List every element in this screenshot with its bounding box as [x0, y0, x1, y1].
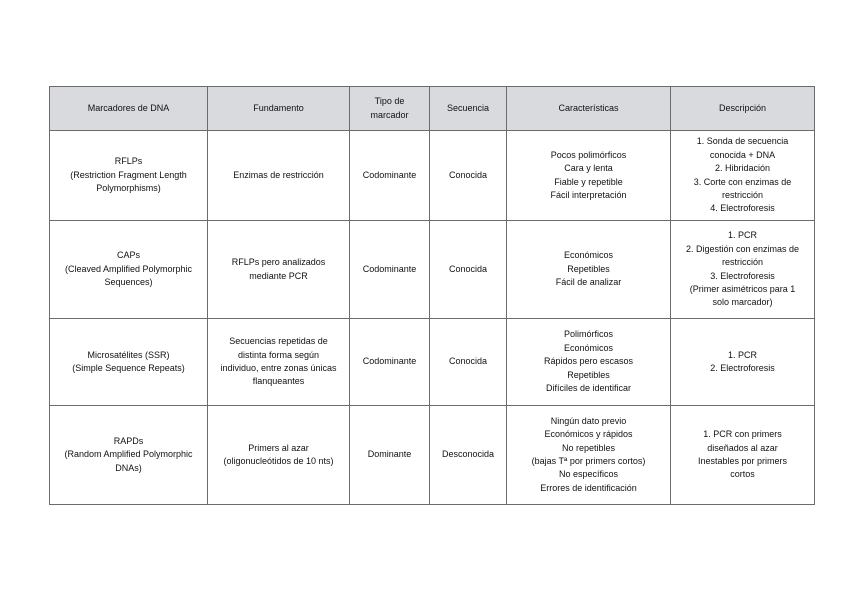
- cell-marker: Microsatélites (SSR) (Simple Sequence Repeats): [50, 319, 208, 406]
- header-tipo-marcador: Tipo de marcador: [350, 87, 430, 131]
- cell-descripcion: 1. PCR 2. Electroforesis: [671, 319, 815, 406]
- cell-caracteristicas: Ningún dato previo Económicos y rápidos No repetibles (bajas Tª por primers cortos) No específicos Errores de identificación: [507, 406, 671, 505]
- cell-secuencia: Desconocida: [430, 406, 507, 505]
- cell-secuencia: Conocida: [430, 319, 507, 406]
- cell-tipo: Codominante: [350, 131, 430, 221]
- cell-caracteristicas: Pocos polimórficos Cara y lenta Fiable y repetible Fácil interpretación: [507, 131, 671, 221]
- cell-descripcion: 1. PCR con primers diseñados al azar Inestables por primers cortos: [671, 406, 815, 505]
- cell-descripcion: 1. PCR 2. Digestión con enzimas de restricción 3. Electroforesis (Primer asimétricos para 1 solo marcador): [671, 221, 815, 319]
- header-secuencia: Secuencia: [430, 87, 507, 131]
- header-fundamento: Fundamento: [208, 87, 350, 131]
- table-row: [50, 131, 815, 221]
- cell-fundamento: Secuencias repetidas de distinta forma según individuo, entre zonas únicas flanqueantes: [208, 319, 350, 406]
- cell-secuencia: Conocida: [430, 131, 507, 221]
- table-row: [50, 406, 815, 505]
- cell-marker: CAPs (Cleaved Amplified Polymorphic Sequences): [50, 221, 208, 319]
- cell-tipo: Dominante: [350, 406, 430, 505]
- cell-secuencia: Conocida: [430, 221, 507, 319]
- table-header-row: [50, 87, 815, 131]
- dna-markers-table: [49, 86, 815, 505]
- cell-caracteristicas: Polimórficos Económicos Rápidos pero escasos Repetibles Difíciles de identificar: [507, 319, 671, 406]
- cell-marker: RAPDs (Random Amplified Polymorphic DNAs): [50, 406, 208, 505]
- table-row: [50, 319, 815, 406]
- header-caracteristicas: Características: [507, 87, 671, 131]
- cell-fundamento: Primers al azar (oligonucleótidos de 10 nts): [208, 406, 350, 505]
- table-row: [50, 221, 815, 319]
- cell-fundamento: Enzimas de restricción: [208, 131, 350, 221]
- cell-tipo: Codominante: [350, 221, 430, 319]
- cell-fundamento: RFLPs pero analizados mediante PCR: [208, 221, 350, 319]
- cell-caracteristicas: Económicos Repetibles Fácil de analizar: [507, 221, 671, 319]
- cell-marker: RFLPs (Restriction Fragment Length Polymorphisms): [50, 131, 208, 221]
- cell-tipo: Codominante: [350, 319, 430, 406]
- header-marcadores: Marcadores de DNA: [50, 87, 208, 131]
- cell-descripcion: 1. Sonda de secuencia conocida + DNA 2. Hibridación 3. Corte con enzimas de restricción 4. Electroforesis: [671, 131, 815, 221]
- header-descripcion: Descripción: [671, 87, 815, 131]
